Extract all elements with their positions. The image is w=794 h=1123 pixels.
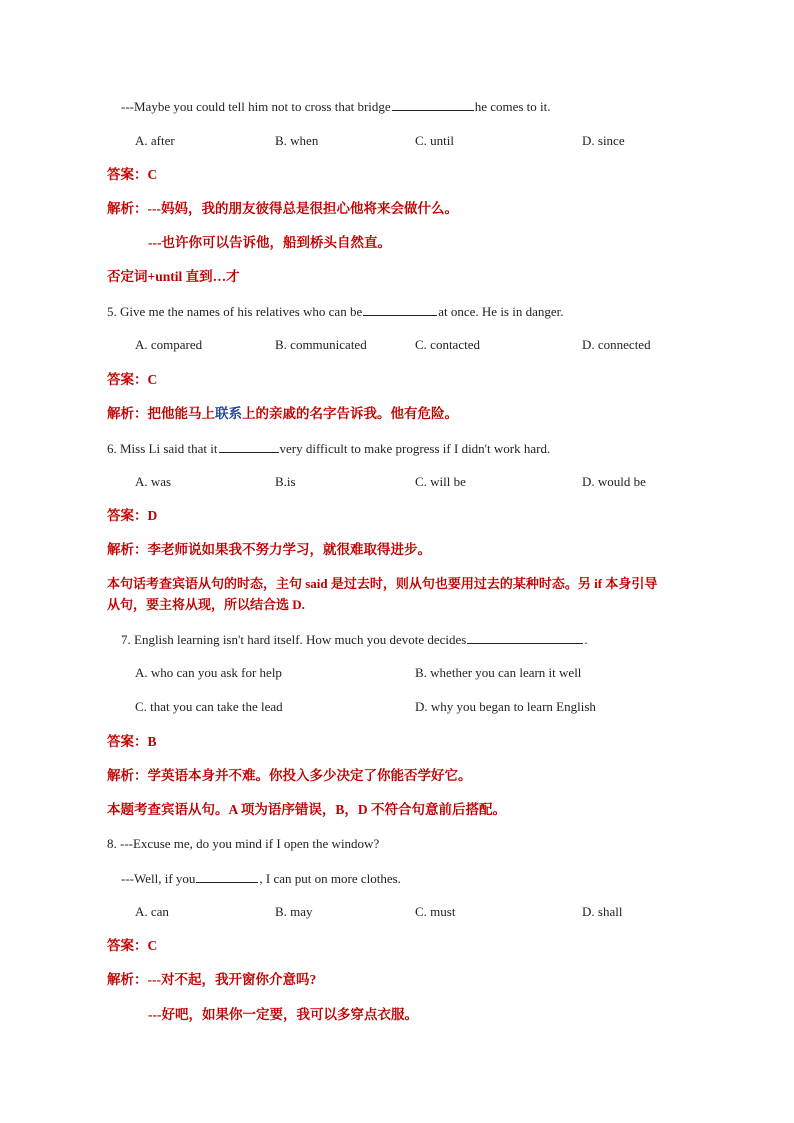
q5-stem	[107, 303, 564, 320]
q6-analysis-text: 李老师说如果我不努力学习，就很难取得进步。	[147, 542, 431, 557]
q4-dialog-text-pre: ---Maybe you could tell him not to cross that bridge	[121, 99, 391, 114]
q4-note: 否定词+until 直到…才	[107, 269, 240, 284]
q5-stem-post: at once. He is in danger.	[438, 304, 564, 319]
q8-analysis-label: 解析：	[107, 972, 148, 987]
q5-option-b: B. communicated	[275, 337, 367, 352]
q6-note-line1: 本句话考查宾语从句的时态，主句 said 是过去时，则从句也要用过去的某种时态。另 if 本身引导	[107, 576, 658, 591]
q6-stem	[107, 440, 550, 457]
q4-answer-value: C	[147, 167, 158, 182]
q5-answer-blank	[363, 303, 437, 316]
q7-option-a: A. who can you ask for help	[135, 665, 282, 680]
q8-answer-label: 答案：	[107, 938, 148, 953]
q6-answer	[107, 508, 157, 524]
q5-answer	[107, 372, 157, 388]
q7-option-d: D. why you began to learn English	[415, 699, 596, 714]
q7-stem-pre: 7. English learning isn't hard itself. How much you devote decides	[121, 632, 467, 647]
q8-answer-value: C	[147, 938, 158, 953]
q8-option-a: A. can	[135, 904, 169, 919]
q6-option-a: A. was	[135, 474, 172, 489]
q8-answer-blank	[196, 870, 258, 883]
q7-answer-value: B	[147, 734, 157, 749]
q4-answer	[107, 167, 157, 183]
q5-stem-pre: 5. Give me the names of his relatives who can be	[107, 304, 363, 319]
q7-analysis-text: 学英语本身并不难。你投入多少决定了你能否学好它。	[147, 768, 472, 783]
q5-analysis	[107, 406, 458, 422]
q6-answer-value: D	[147, 508, 158, 523]
q8-line2-post: , I can put on more clothes.	[259, 871, 401, 886]
q6-note-line2: 从句，要主将从现，所以结合选 D.	[107, 597, 305, 612]
q5-option-d: D. connected	[582, 337, 651, 352]
q8-option-c: C. must	[415, 904, 456, 919]
q8-option-d: D. shall	[582, 904, 623, 919]
q5-option-c: C. contacted	[415, 337, 480, 352]
q7-option-c: C. that you can take the lead	[135, 699, 283, 714]
q8-line2-pre: ---Well, if you	[121, 871, 196, 886]
q5-analysis-post: 上的亲戚的名字告诉我。他有危险。	[242, 406, 458, 421]
q6-analysis-label: 解析：	[107, 542, 148, 557]
q6-answer-label: 答案：	[107, 508, 148, 523]
q6-stem-post: very difficult to make progress if I didn't work hard.	[279, 441, 551, 456]
q6-analysis	[107, 542, 431, 558]
q5-analysis-pre: 把他能马上	[147, 406, 215, 421]
q7-analysis	[107, 768, 472, 784]
q8-analysis-line1: ---对不起，我开窗你介意吗?	[147, 972, 317, 987]
q6-option-c: C. will be	[415, 474, 466, 489]
q8-answer	[107, 938, 157, 954]
q6-stem-pre: 6. Miss Li said that it	[107, 441, 218, 456]
q4-option-b: B. when	[275, 133, 319, 148]
q8-analysis-line2: ---好吧，如果你一定要，我可以多穿点衣服。	[148, 1007, 418, 1022]
q5-analysis-highlight: 联系	[215, 406, 242, 421]
q4-answer-blank	[392, 98, 474, 111]
q7-answer-blank	[467, 631, 583, 644]
q7-analysis-label: 解析：	[107, 768, 148, 783]
q6-option-b: B.is	[275, 474, 296, 489]
q5-answer-label: 答案：	[107, 372, 148, 387]
q8-stem: 8. ---Excuse me, do you mind if I open the window?	[107, 836, 380, 851]
q4-dialog-line	[121, 98, 551, 115]
q7-note: 本题考查宾语从句。A 项为语序错误，B，D 不符合句意前后搭配。	[107, 802, 507, 817]
q4-option-a: A. after	[135, 133, 175, 148]
q4-option-d: D. since	[582, 133, 625, 148]
q6-answer-blank	[219, 440, 279, 453]
q4-dialog-text-post: he comes to it.	[474, 99, 551, 114]
q7-answer-label: 答案：	[107, 734, 148, 749]
q4-analysis-line1: ---妈妈，我的朋友彼得总是很担心他将来会做什么。	[147, 201, 458, 216]
q4-answer-label: 答案：	[107, 167, 148, 182]
q4-analysis-label: 解析：	[107, 201, 148, 216]
q6-option-d: D. would be	[582, 474, 646, 489]
q7-option-b: B. whether you can learn it well	[415, 665, 582, 680]
q4-analysis	[107, 201, 458, 217]
q7-stem-post: .	[584, 632, 588, 647]
q8-analysis	[107, 972, 316, 988]
q8-dialog-line	[121, 870, 401, 887]
q5-option-a: A. compared	[135, 337, 203, 352]
q7-stem	[121, 631, 588, 648]
q5-answer-value: C	[147, 372, 158, 387]
q8-option-b: B. may	[275, 904, 313, 919]
q5-analysis-label: 解析：	[107, 406, 148, 421]
q4-option-c: C. until	[415, 133, 455, 148]
q7-answer	[107, 734, 157, 750]
q4-analysis-line2: ---也许你可以告诉他，船到桥头自然直。	[148, 235, 391, 250]
